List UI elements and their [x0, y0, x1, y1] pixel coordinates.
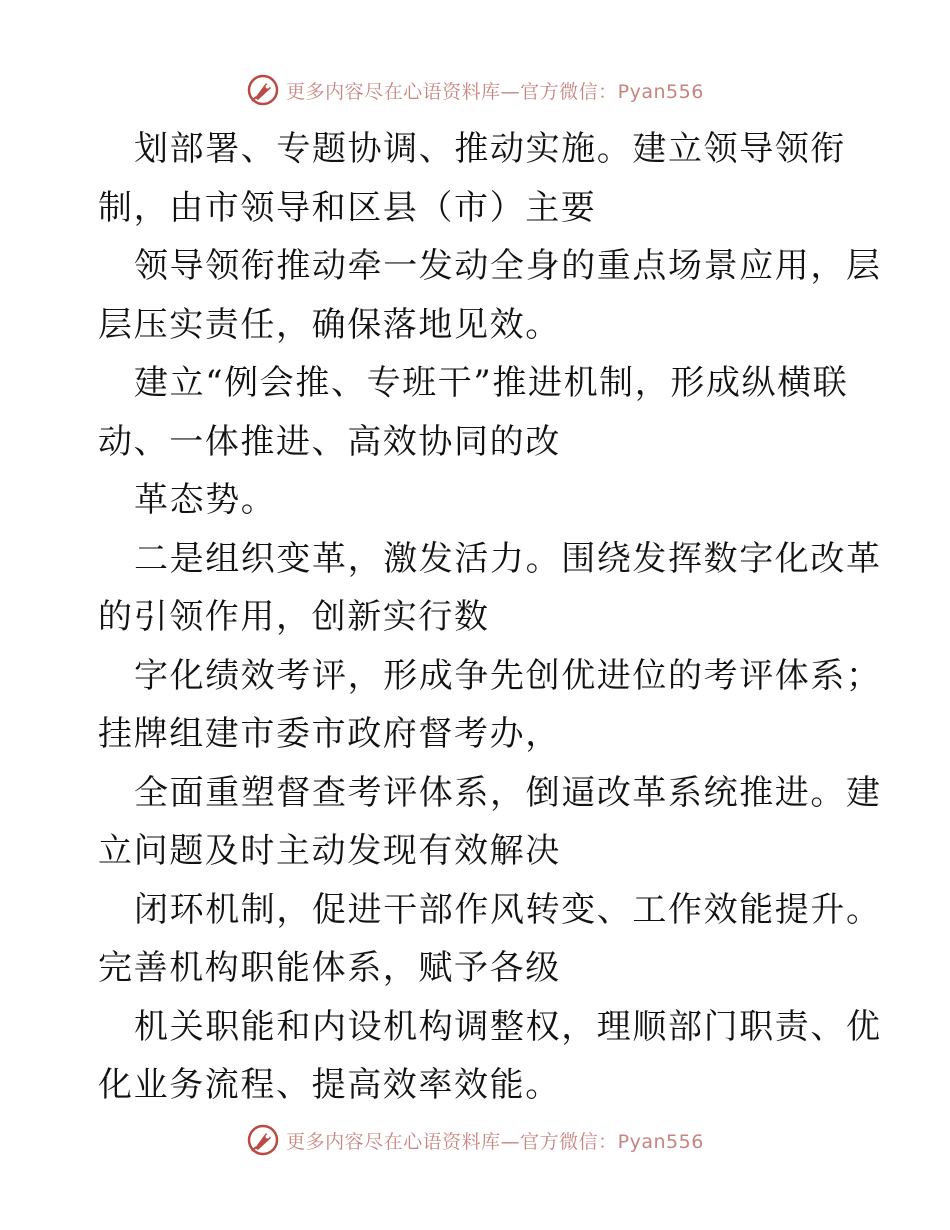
text-line: 建立“例会推、专班干”推进机制，形成纵横联 — [134, 363, 849, 403]
document-body — [98, 120, 882, 1115]
text-line: 划部署、专题协调、推动实施。建立领导领衔 — [134, 129, 846, 169]
paragraph — [98, 120, 858, 237]
footer-watermark-text: 更多内容尽在心语资料库—官方微信：Pyan556 — [286, 1130, 704, 1153]
text-line: 领导领衔推动牵一发动全身的重点场景应用，层 — [134, 246, 882, 286]
text-line: 字化绩效考评，形成争先创优进位的考评体系； — [134, 655, 882, 696]
paragraph — [98, 237, 882, 354]
pen-nib-logo-icon — [246, 73, 280, 107]
text-line: 化业务流程、提高效率效能。 — [98, 1065, 561, 1105]
text-line: 立问题及时主动发现有效解决 — [98, 831, 561, 871]
footer-watermark — [0, 1122, 950, 1158]
text-line: 闭环机制，促进干部作风转变、工作效能提升。 — [134, 889, 882, 930]
text-line: 全面重塑督查考评体系，倒逼改革系统推进。建 — [134, 772, 882, 813]
text-line: 二是组织变革，激发活力。围绕发挥数字化改革 — [134, 538, 882, 579]
text-line: 制，由市领导和区县（市）主要 — [98, 187, 597, 228]
text-line: 完善机构职能体系，赋予各级 — [98, 948, 561, 988]
paragraph — [98, 471, 858, 530]
text-line: 挂牌组建市委市政府督考办， — [98, 714, 561, 754]
paragraph — [98, 998, 882, 1115]
paragraph — [98, 530, 882, 647]
pen-nib-logo-icon — [246, 1123, 280, 1157]
header-watermark — [0, 72, 950, 108]
paragraph — [98, 764, 882, 881]
text-line: 动、一体推进、高效协同的改 — [98, 421, 561, 462]
text-line: 机关职能和内设机构调整权，理顺部门职责、优 — [134, 1006, 882, 1047]
header-watermark-text: 更多内容尽在心语资料库—官方微信：Pyan556 — [286, 80, 704, 103]
paragraph — [98, 881, 882, 998]
text-line: 层压实责任，确保落地见效。 — [98, 304, 561, 345]
paragraph — [98, 354, 858, 471]
text-line: 的引领作用，创新实行数 — [98, 597, 490, 637]
paragraph — [98, 647, 882, 764]
text-line: 革态势。 — [134, 480, 277, 520]
